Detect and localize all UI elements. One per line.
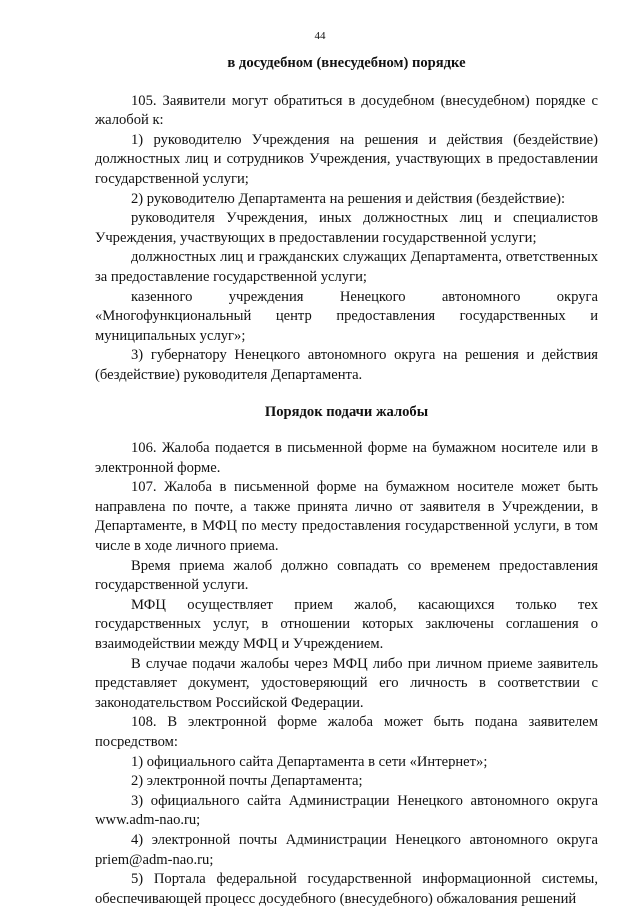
list-item-department-email: 2) электронной почты Департамента; xyxy=(131,773,363,790)
paragraph-107: 107. Жалоба в письменной форме на бумажном носителе может быть направлена по почте, а также принята лично от заявителя в Учреждении, в Департаменте, в МФЦ по месту предоставления государственной услуги, в том числе в ходе личного приема. xyxy=(95,479,598,555)
paragraph-reception-time: Время приема жалоб должно совпадать со временем предоставления государственной услуги. xyxy=(95,557,598,594)
sub-item-mfc: казенного учреждения Ненецкого автономного округа «Многофункциональный центр предоставления государственных и муниципальных услуг»; xyxy=(95,288,598,344)
list-item-1: 1) руководителю Учреждения на решения и действия (бездействие) должностных лиц и сотрудников Учреждения, участвующих в предоставлении государственной услуги; xyxy=(95,131,598,187)
list-item-department-site: 1) официального сайта Департамента в сети «Интернет»; xyxy=(131,753,488,770)
paragraph-identity-document: В случае подачи жалобы через МФЦ либо при личном приеме заявитель представляет документ, удостоверяющий его личность в соответствии с законодательством Российской Федерации. xyxy=(95,655,598,711)
list-item-federal-portal: 5) Портала федеральной государственной информационной системы, обеспечивающей процесс досудебного (внесудебного) обжалования решений xyxy=(95,871,598,907)
section-appeal-recipients xyxy=(95,92,598,386)
list-item-administration-site: 3) официального сайта Администрации Ненецкого автономного округа www.adm-nao.ru; xyxy=(95,792,598,829)
sub-item-department-officials: должностных лиц и гражданских служащих Департамента, ответственных за предоставление государственной услуги; xyxy=(95,249,598,285)
section-complaint-procedure xyxy=(95,439,598,909)
paragraph-105: 105. Заявители могут обратиться в досудебном (внесудебном) порядке с жалобой к: xyxy=(95,92,598,129)
paragraph-108: 108. В электронной форме жалоба может быть подана заявителем посредством: xyxy=(95,714,598,750)
sub-item-institution-head: руководителя Учреждения, иных должностных лиц и специалистов Учреждения, участвующих в предоставлении государственной услуги; xyxy=(95,210,598,246)
document-body xyxy=(95,54,598,909)
list-item-2: 2) руководителю Департамента на решения и действия (бездействие): xyxy=(131,190,566,207)
paragraph-106: 106. Жалоба подается в письменной форме на бумажном носителе или в электронной форме. xyxy=(95,440,598,476)
section-heading-complaint-procedure: Порядок подачи жалобы xyxy=(264,403,429,420)
section-heading-pretrial-procedure: в досудебном (внесудебном) порядке xyxy=(227,55,466,71)
list-item-administration-email: 4) электронной почты Администрации Ненецкого автономного округа priem@adm-nao.ru; xyxy=(95,831,598,868)
page-number: 44 xyxy=(314,30,326,42)
list-item-3: 3) губернатору Ненецкого автономного округа на решения и действия (бездействие) руководителя Департамента. xyxy=(95,347,598,383)
paragraph-mfc-reception: МФЦ осуществляет прием жалоб, касающихся только тех государственных услуг, в отношении которых заключены соглашения о взаимодействии между МФЦ и Учреждением. xyxy=(95,596,598,653)
